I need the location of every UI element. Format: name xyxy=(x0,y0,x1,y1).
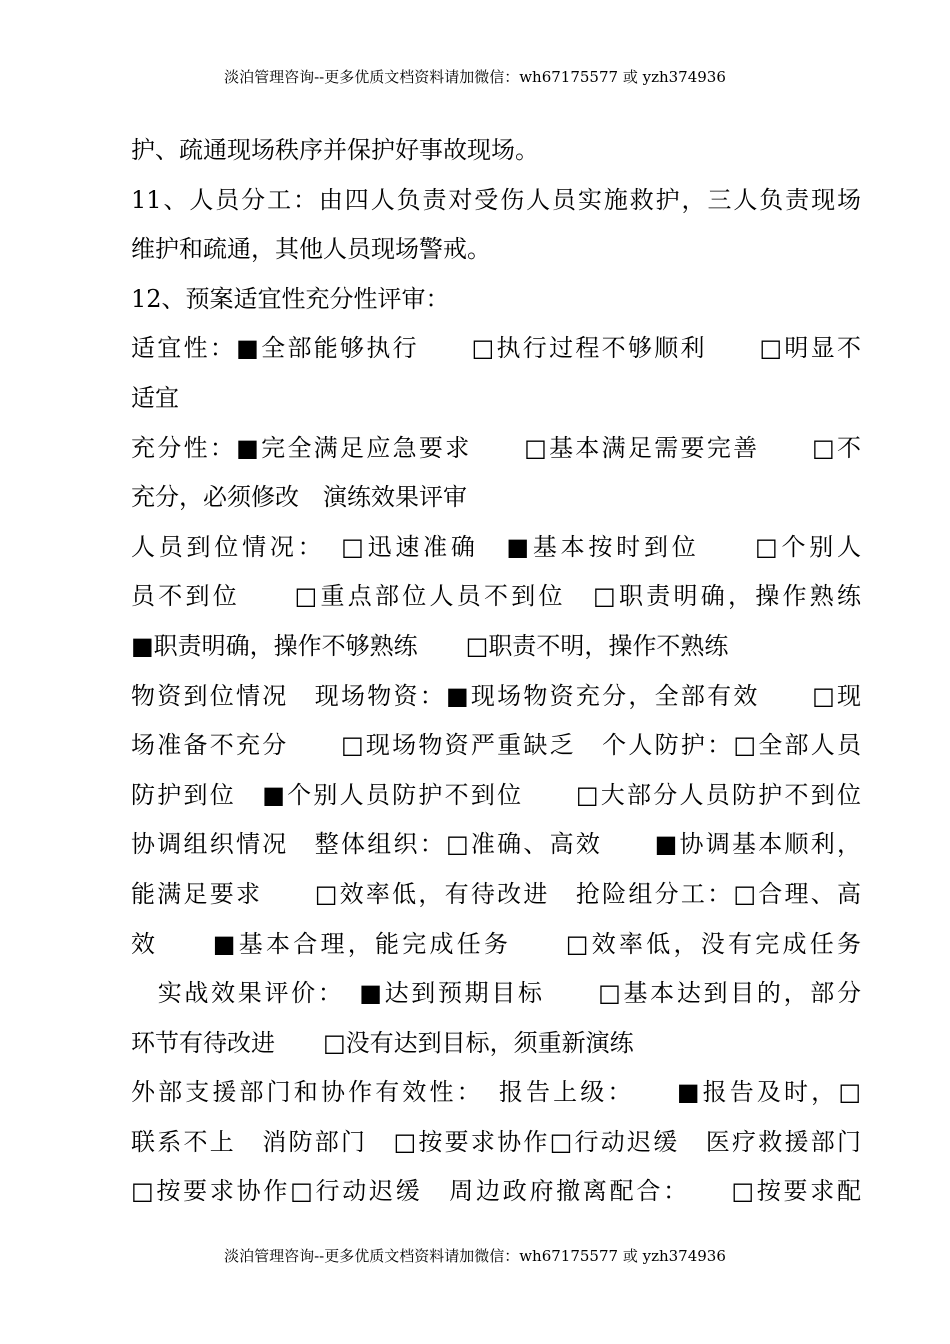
text-line-3: 维护和疏通，其他人员现场警戒。 xyxy=(131,235,491,264)
text-line-10: 员不到位 □重点部位人员不到位 □职责明确，操作熟练 xyxy=(131,582,861,611)
text-line-11: ■职责明确，操作不够熟练 □职责不明，操作不熟练 xyxy=(131,631,729,660)
text-line-22: □按要求协作□行动迟缓 周边政府撤离配合： □按要求配 xyxy=(131,1177,861,1206)
text-line-8: 充分，必须修改 演练效果评审 xyxy=(131,483,467,512)
text-line-17: 效 ■基本合理，能完成任务 □效率低，没有完成任务 xyxy=(131,929,861,958)
text-line-14: 防护到位 ■个别人员防护不到位 □大部分人员防护不到位 xyxy=(131,780,861,809)
text-line-19: 环节有待改进 □没有达到目标，须重新演练 xyxy=(131,1028,634,1057)
text-line-13: 场准备不充分 □现场物资严重缺乏 个人防护：□全部人员 xyxy=(131,731,861,760)
text-line-18: 实战效果评价： ■达到预期目标 □基本达到目的，部分 xyxy=(131,979,861,1008)
document-body xyxy=(131,126,861,1217)
text-line-15: 协调组织情况 整体组织：□准确、高效 ■协调基本顺利， xyxy=(131,830,861,859)
text-line-9: 人员到位情况： □迅速准确 ■基本按时到位 □个别人 xyxy=(131,532,861,561)
text-line-21: 联系不上 消防部门 □按要求协作□行动迟缓 医疗救援部门 xyxy=(131,1127,861,1156)
text-line-20: 外部支援部门和协作有效性： 报告上级： ■报告及时，□ xyxy=(131,1078,861,1107)
text-line-12: 物资到位情况 现场物资：■现场物资充分，全部有效 □现 xyxy=(131,681,861,710)
text-line-5: 适宜性：■全部能够执行 □执行过程不够顺利 □明显不 xyxy=(131,334,861,363)
text-line-4: 12、预案适宜性充分性评审： xyxy=(131,284,450,313)
page-header: 淡泊管理咨询--更多优质文档资料请加微信：wh67175577 或 yzh374936 xyxy=(224,68,726,86)
text-line-6: 适宜 xyxy=(131,383,179,412)
text-line-2: 11、人员分工：由四人负责对受伤人员实施救护，三人负责现场 xyxy=(131,185,861,214)
text-line-16: 能满足要求 □效率低，有待改进 抢险组分工：□合理、高 xyxy=(131,879,861,908)
text-line-7: 充分性：■完全满足应急要求 □基本满足需要完善 □不 xyxy=(131,433,861,462)
text-line-1: 护、疏通现场秩序并保护好事故现场。 xyxy=(131,136,539,164)
page-footer: 淡泊管理咨询--更多优质文档资料请加微信：wh67175577 或 yzh374936 xyxy=(224,1247,726,1265)
